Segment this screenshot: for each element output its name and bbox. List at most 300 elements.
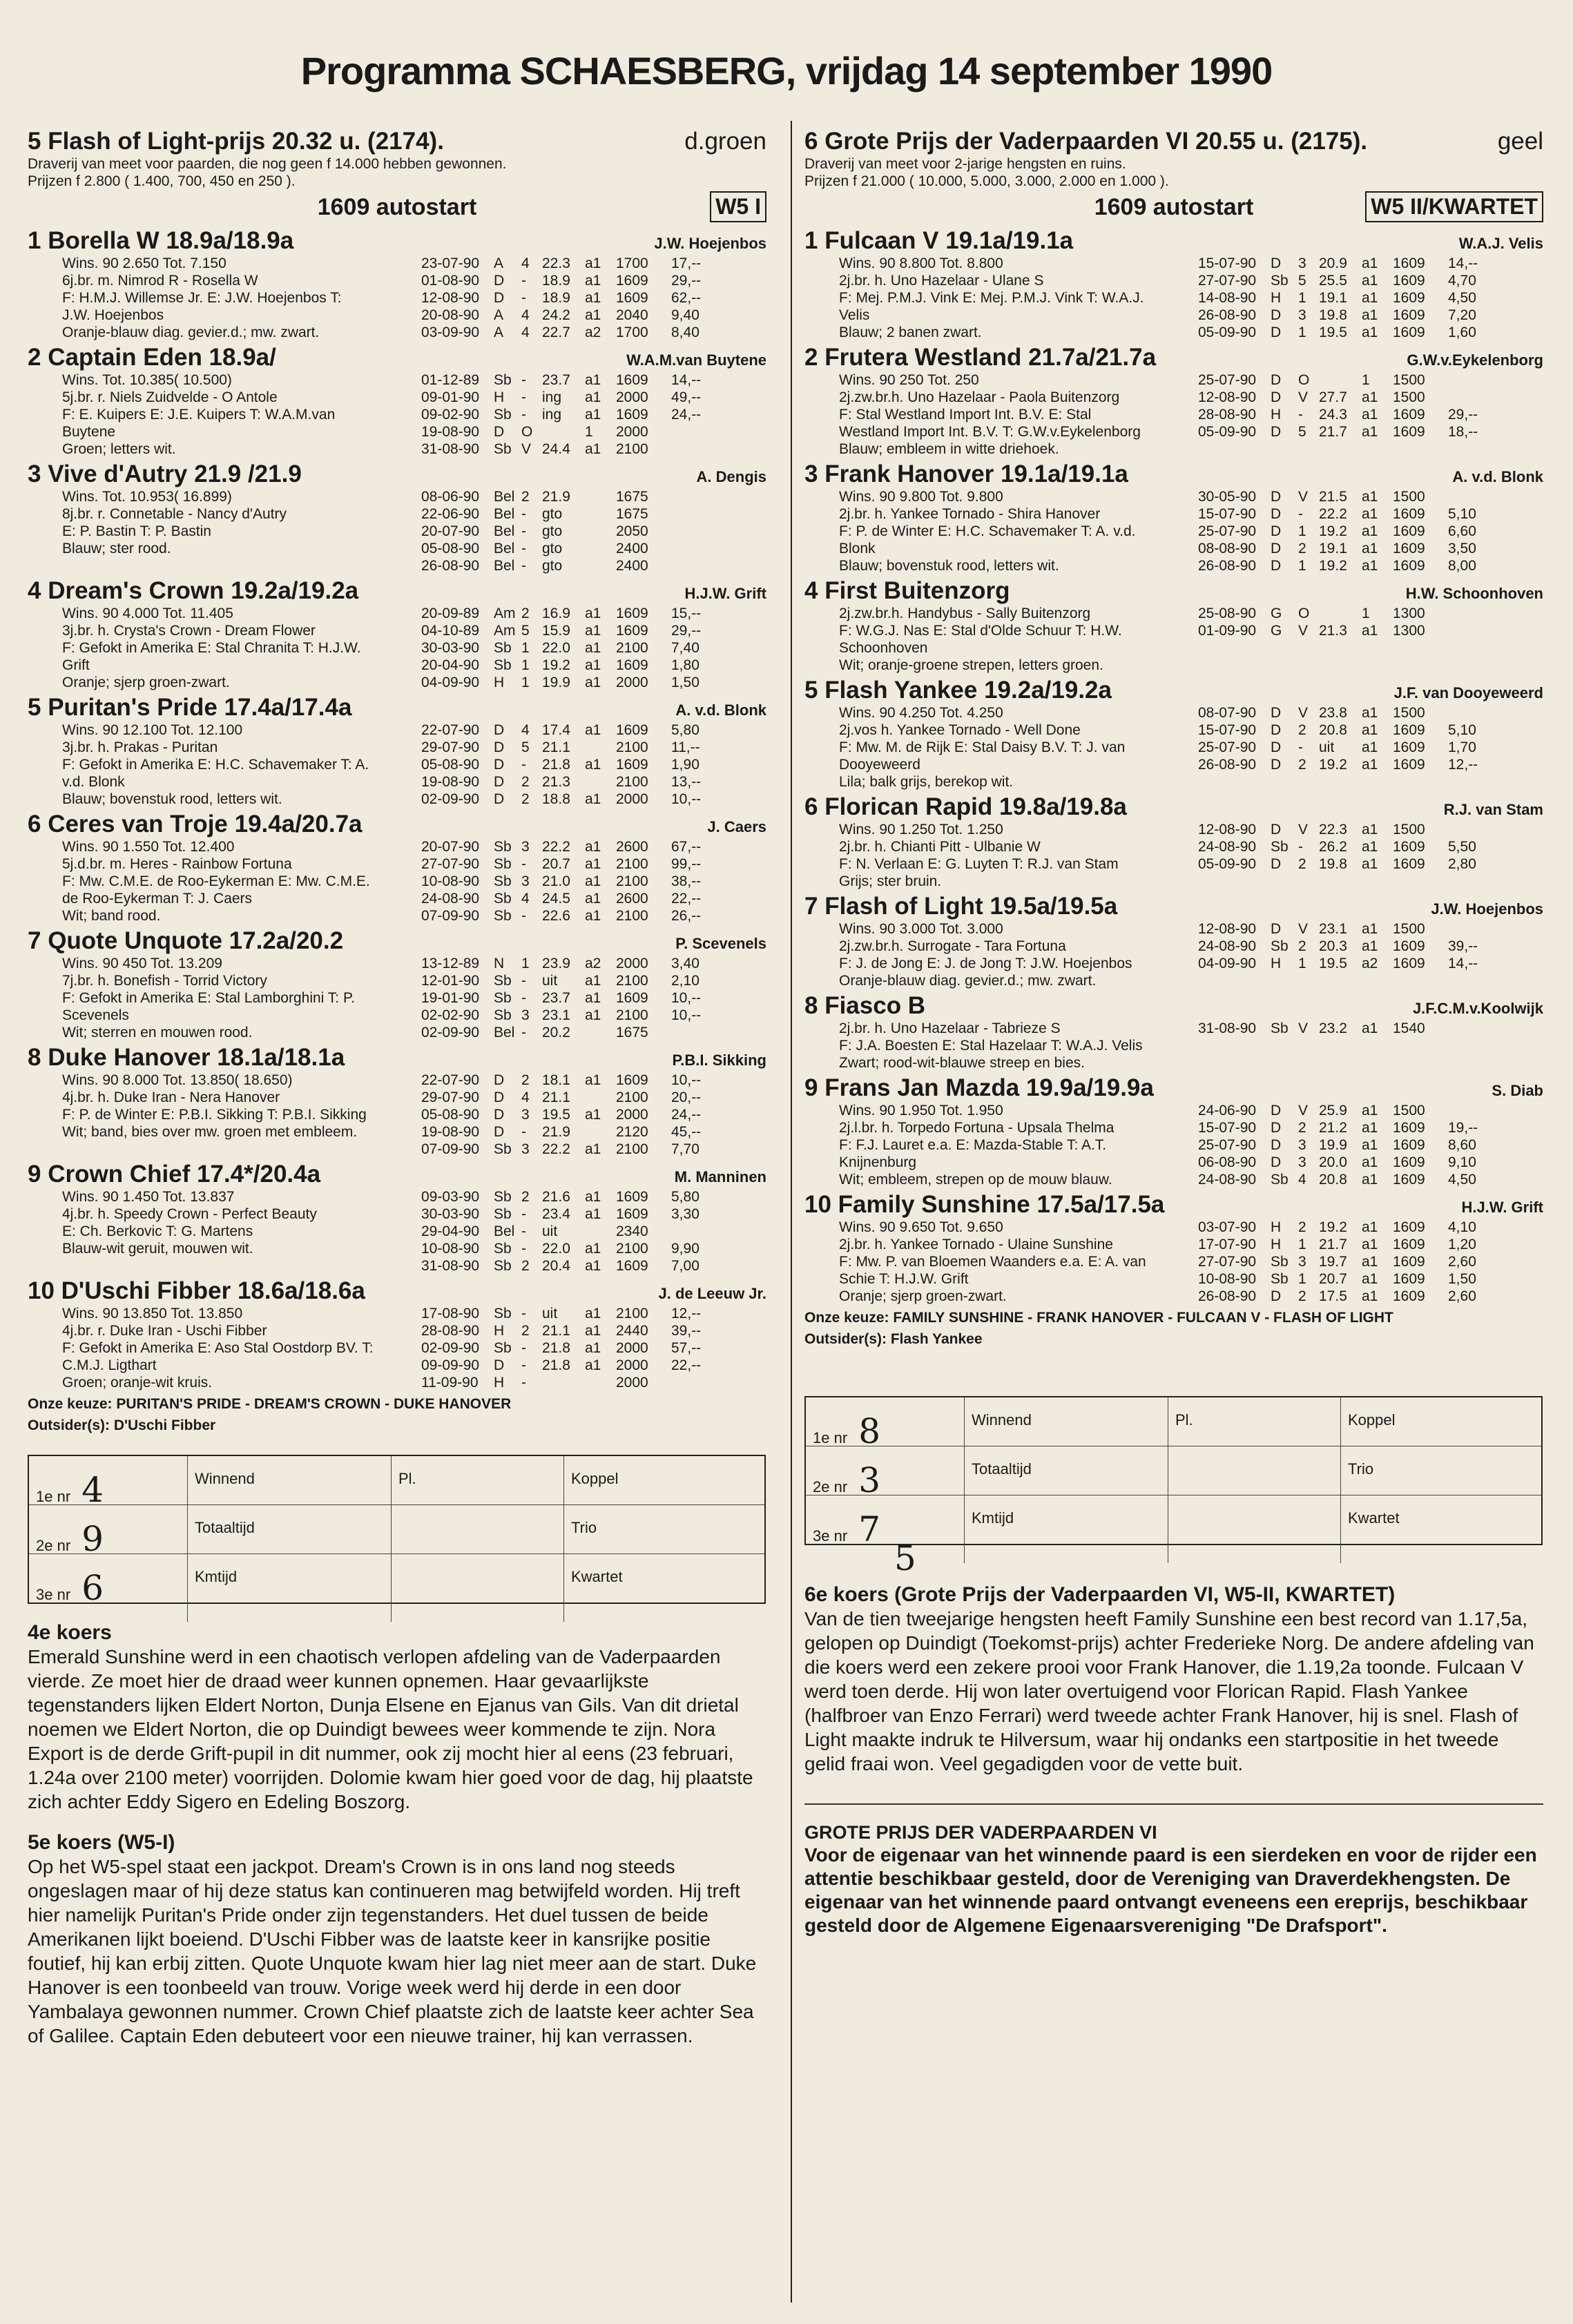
form-cell: 21.1 — [542, 1090, 570, 1105]
form-row — [421, 1322, 766, 1339]
form-cell: 16.9 — [542, 606, 570, 621]
horse-name: 6 Florican Rapid 19.8a/19.8a — [804, 793, 1127, 820]
form-cell — [585, 1223, 616, 1240]
form-cell: 21.9 — [542, 1124, 570, 1140]
horse-info-line: Wit; embleem, strepen op de mouw blauw. — [839, 1172, 1112, 1188]
form-cell: 23.9 — [542, 956, 570, 971]
our-pick: Onze keuze: PURITAN'S PRIDE - DREAM'S CROWN - DUKE HANOVER — [28, 1396, 512, 1412]
horse-body — [28, 722, 766, 808]
form-cell: 4 — [521, 891, 530, 907]
form-cell — [671, 540, 723, 557]
grand-prix-title: GROTE PRIJS DER VADERPAARDEN VI — [804, 1822, 1157, 1843]
horse-info-line: F: Stal Westland Import Int. B.V. E: Stal — [839, 407, 1092, 423]
form-cell: 2000 — [616, 424, 648, 440]
form-cell: a1 — [1362, 255, 1378, 271]
form-cell: 2100 — [616, 640, 648, 656]
form-row — [421, 523, 766, 540]
form-cell: 2 — [1298, 541, 1306, 556]
form-cell: 3 — [521, 1007, 530, 1023]
form-cell: 2040 — [616, 307, 648, 323]
form-cell: 21.3 — [542, 774, 570, 790]
form-row — [1198, 423, 1543, 440]
form-cell: 20.7 — [1319, 1271, 1347, 1287]
form-row — [1198, 1236, 1543, 1253]
form-cell: 3 — [1298, 307, 1306, 323]
form-row — [1198, 1171, 1543, 1188]
horse-form — [1198, 1102, 1543, 1188]
horse-name: 4 Dream's Crown 19.2a/19.2a — [28, 577, 359, 604]
horse-trainer: G.W.v.Eykelenborg — [1407, 351, 1543, 369]
outsider: Outsider(s): D'Uschi Fibber — [28, 1417, 216, 1433]
form-row — [421, 989, 766, 1007]
horse-info-line: 8j.br. r. Connetable - Nancy d'Autry — [62, 506, 287, 522]
form-cell: 2 — [521, 1258, 530, 1274]
horse-info-line: 5j.d.br. m. Heres - Rainbow Fortuna — [62, 856, 292, 872]
horse-body — [28, 488, 766, 574]
form-row — [1198, 955, 1543, 972]
handwritten-number: 5 — [894, 1538, 916, 1578]
form-cell: - — [521, 1206, 526, 1222]
form-cell: 12,-- — [671, 1306, 702, 1321]
form-cell: V — [1298, 489, 1309, 505]
horse-info-line: v.d. Blonk — [62, 774, 125, 790]
horse-entry — [28, 1044, 766, 1158]
horse-entry — [28, 927, 766, 1041]
form-cell: 10,-- — [671, 990, 702, 1006]
horse-header — [804, 793, 1543, 821]
horse-entry — [804, 893, 1543, 989]
result-label: Totaaltijd — [965, 1446, 1168, 1514]
form-cell: A — [494, 307, 504, 323]
form-row — [421, 505, 766, 523]
form-cell: 5,80 — [671, 1189, 699, 1205]
form-cell: a1 — [585, 873, 601, 889]
form-cell: D — [1271, 739, 1282, 755]
horse-info-line: Blauw; bovenstuk rood, letters wit. — [62, 791, 282, 807]
form-cell: 1540 — [1393, 1020, 1425, 1036]
horse-info — [28, 1188, 421, 1275]
form-cell: 23.4 — [542, 1206, 570, 1222]
form-cell: 10,-- — [671, 1072, 702, 1088]
form-row — [1198, 605, 1543, 622]
form-cell: 23.7 — [542, 372, 570, 388]
form-cell: Bel — [494, 506, 515, 522]
form-cell: a1 — [585, 441, 601, 457]
horse-form — [421, 1072, 766, 1158]
article — [28, 1831, 766, 2048]
form-cell: 2 — [1298, 757, 1306, 773]
horse-form — [421, 1305, 766, 1391]
form-cell: 1609 — [1393, 1219, 1425, 1235]
horse-name: 8 Duke Hanover 18.1a/18.1a — [28, 1044, 345, 1071]
form-cell: 25-07-90 — [1198, 372, 1257, 388]
horse-form — [421, 371, 766, 458]
form-cell: 24,-- — [671, 1107, 702, 1123]
form-cell: 1609 — [1393, 541, 1425, 556]
form-cell: 4,70 — [1448, 273, 1476, 289]
form-cell — [585, 1374, 616, 1391]
horse-info-line: Schie T: H.J.W. Grift — [839, 1271, 969, 1287]
form-cell: 1300 — [1393, 606, 1425, 621]
race-prizes: Prijzen f 21.000 ( 10.000, 5.000, 3.000, 2.000 en 1.000 ). — [804, 173, 1169, 189]
form-cell: 06-08-90 — [1198, 1154, 1257, 1170]
form-cell: Sb — [494, 657, 512, 673]
form-cell: 17,-- — [671, 255, 702, 271]
form-cell: 22-07-90 — [421, 1072, 480, 1088]
race-column-right — [804, 128, 1543, 1937]
form-cell: - — [521, 1124, 526, 1140]
form-cell: 19,-- — [1448, 1120, 1478, 1136]
form-cell — [1448, 1020, 1500, 1037]
form-cell: 2100 — [616, 774, 648, 790]
form-row — [421, 272, 766, 289]
form-row — [1198, 389, 1543, 406]
horse-info-line: de Roo-Eykerman T: J. Caers — [62, 891, 253, 907]
form-row — [1198, 1020, 1543, 1037]
horse-info — [28, 488, 421, 574]
form-cell: a1 — [1362, 1219, 1378, 1235]
handwritten-number: 4 — [81, 1470, 104, 1510]
form-cell: a1 — [1362, 307, 1378, 323]
form-cell: 26-08-90 — [1198, 757, 1257, 773]
form-cell: a1 — [585, 640, 601, 656]
form-cell: 2600 — [616, 839, 648, 855]
form-cell: 5,10 — [1448, 722, 1476, 738]
horse-info — [804, 255, 1198, 341]
form-cell: 29,-- — [671, 623, 702, 639]
horse-info-line: F: Mw. M. de Rijk E: Stal Daisy B.V. T: J. van — [839, 739, 1126, 755]
form-cell: Am — [494, 623, 516, 639]
form-cell: 2 — [1298, 722, 1306, 738]
horse-trainer: H.W. Schoonhoven — [1405, 585, 1543, 602]
form-cell: 2100 — [616, 1141, 648, 1157]
form-row — [421, 605, 766, 622]
form-cell: 2000 — [616, 1107, 648, 1123]
form-cell: 13-12-89 — [421, 956, 480, 971]
form-cell: 22.6 — [542, 908, 570, 924]
horse-name: 10 D'Uschi Fibber 18.6a/18.6a — [28, 1277, 365, 1304]
form-cell: 21.0 — [542, 873, 570, 889]
horse-trainer: J. de Leeuw Jr. — [658, 1285, 766, 1302]
form-cell: 1609 — [1393, 506, 1425, 522]
horse-info-line: Scevenels — [62, 1007, 129, 1023]
form-cell — [585, 1024, 616, 1041]
form-cell: D — [1271, 541, 1282, 556]
horse-name: 4 First Buitenzorg — [804, 577, 1010, 604]
form-cell: 21.3 — [1319, 623, 1347, 639]
form-cell: a1 — [1362, 325, 1378, 340]
horse-info-line: Wins. 90 4.000 Tot. 11.405 — [62, 606, 233, 621]
form-cell: 1 — [521, 675, 530, 690]
horse-info-line: Blauw; ster rood. — [62, 541, 171, 556]
form-cell: H — [1271, 1237, 1282, 1252]
horse-header — [804, 461, 1543, 488]
form-cell: 2,80 — [1448, 856, 1476, 872]
horse-body — [804, 704, 1543, 791]
form-cell: 4,50 — [1448, 290, 1476, 306]
article — [28, 1621, 766, 1814]
horse-info-line: F: Gefokt in Amerika E: H.C. Schavemaker T: A. — [62, 757, 369, 773]
form-cell: - — [521, 973, 526, 989]
form-row — [421, 557, 766, 574]
form-row — [421, 1123, 766, 1141]
horse-info — [28, 255, 421, 341]
form-cell: D — [494, 739, 505, 755]
form-cell: a2 — [585, 956, 601, 971]
form-cell: 1 — [1298, 523, 1306, 539]
horse-info-line: F: Gefokt in Amerika E: Stal Lamborghini T: P. — [62, 990, 356, 1006]
form-cell: 28-08-90 — [421, 1323, 480, 1339]
horse-name: 3 Vive d'Autry 21.9 /21.9 — [28, 461, 302, 487]
form-cell: 1,50 — [1448, 1271, 1476, 1287]
form-cell: a1 — [1362, 1237, 1378, 1252]
form-cell: 3 — [521, 839, 530, 855]
form-cell: 14,-- — [671, 372, 702, 388]
form-row — [1198, 1102, 1543, 1119]
horse-info-line: Wins. 90 3.000 Tot. 3.000 — [839, 921, 1003, 937]
form-cell: 1609 — [1393, 1120, 1425, 1136]
form-cell: Sb — [494, 908, 512, 924]
form-row — [421, 1240, 766, 1257]
form-cell: 2 — [521, 489, 530, 505]
horse-info-line: Buytene — [62, 424, 116, 440]
form-cell: a2 — [1362, 956, 1378, 971]
horse-body — [804, 1020, 1543, 1072]
form-cell: Sb — [1271, 273, 1289, 289]
horse-entry — [28, 577, 766, 691]
horse-body — [28, 1305, 766, 1391]
horse-info-line: Wit; band, bies over mw. groen met embleem. — [62, 1124, 358, 1140]
form-cell: a1 — [1362, 921, 1378, 937]
form-cell: 4 — [521, 255, 530, 271]
form-cell: a1 — [585, 1241, 601, 1257]
form-cell: 1609 — [1393, 1154, 1425, 1170]
form-cell: 2000 — [616, 1357, 648, 1373]
form-cell: 14-08-90 — [1198, 290, 1257, 306]
result-extra: Koppel — [571, 1470, 619, 1487]
horse-entry — [804, 1074, 1543, 1188]
form-cell: D — [1271, 558, 1282, 574]
form-cell: 9,40 — [671, 307, 699, 323]
form-cell: 1500 — [1393, 921, 1425, 937]
horse-header — [804, 893, 1543, 920]
form-cell: 10,-- — [671, 1007, 702, 1023]
form-cell: 1609 — [1393, 722, 1425, 738]
form-cell: 08-08-90 — [1198, 541, 1257, 556]
race-distance-row — [28, 191, 766, 224]
horse-info-line: E: Ch. Berkovic T: G. Martens — [62, 1223, 253, 1239]
form-cell: 2 — [521, 791, 530, 807]
form-cell: - — [521, 1025, 526, 1040]
form-cell: V — [1298, 389, 1309, 405]
form-cell: 22.0 — [542, 640, 570, 656]
form-cell: 2000 — [616, 791, 648, 807]
form-cell: a1 — [1362, 541, 1378, 556]
horse-body — [804, 920, 1543, 989]
form-cell: G — [1271, 623, 1282, 639]
form-cell: a1 — [1362, 757, 1378, 773]
form-cell: 21.1 — [542, 739, 570, 755]
form-cell — [1448, 821, 1500, 838]
horse-entry — [804, 1191, 1543, 1305]
form-cell: 1609 — [1393, 523, 1425, 539]
form-cell: ing — [542, 389, 562, 405]
form-cell: D — [1271, 757, 1282, 773]
form-cell: 4 — [521, 722, 530, 738]
horse-info-line: Wins. Tot. 10.953( 16.899) — [62, 489, 232, 505]
horse-header — [804, 344, 1543, 371]
form-row — [1198, 488, 1543, 505]
form-cell: 24-06-90 — [1198, 1103, 1257, 1119]
form-cell: D — [1271, 921, 1282, 937]
form-cell: 2100 — [616, 873, 648, 889]
form-cell: 22.3 — [1319, 822, 1347, 837]
form-cell: D — [1271, 1137, 1282, 1153]
form-row — [421, 855, 766, 873]
form-row — [421, 1374, 766, 1391]
form-cell: 1 — [1298, 956, 1306, 971]
form-cell: 24-08-90 — [421, 891, 480, 907]
horse-header — [804, 227, 1543, 255]
form-cell: 24.2 — [542, 307, 570, 323]
form-cell: 08-06-90 — [421, 489, 480, 505]
form-cell: 4 — [521, 1090, 530, 1105]
horse-info-line: 5j.br. r. Niels Zuidvelde - O Antole — [62, 389, 278, 405]
result-form — [804, 1396, 1543, 1549]
form-cell: a1 — [585, 389, 601, 405]
article-title: 6e koers (Grote Prijs der Vaderpaarden VI, W5-II, KWARTET) — [804, 1583, 1396, 1606]
form-cell: 23.1 — [1319, 921, 1347, 937]
race-color: geel — [1497, 128, 1543, 155]
form-row — [421, 907, 766, 924]
horse-form — [1198, 255, 1543, 341]
form-cell: 22-07-90 — [421, 722, 480, 738]
form-cell: 19-01-90 — [421, 990, 480, 1006]
form-cell: 2 — [521, 606, 530, 621]
result-row — [806, 1495, 1541, 1549]
form-cell: 1609 — [1393, 757, 1425, 773]
form-cell: 5,50 — [1448, 839, 1476, 855]
horse-info-line: Wins. 90 1.550 Tot. 12.400 — [62, 839, 235, 855]
form-cell — [1448, 605, 1500, 622]
race-header — [28, 128, 766, 155]
horse-header — [28, 1044, 766, 1072]
form-cell: a1 — [1362, 938, 1378, 954]
result-position: 1e nr 8 — [806, 1397, 965, 1465]
form-cell: O — [1298, 606, 1310, 621]
horse-info-line: 7j.br. h. Bonefish - Torrid Victory — [62, 973, 267, 989]
form-cell: 05-08-90 — [421, 757, 480, 773]
form-cell: 1609 — [1393, 558, 1425, 574]
form-cell: - — [521, 389, 526, 405]
form-cell: 30-03-90 — [421, 640, 480, 656]
form-cell: 27-07-90 — [1198, 273, 1257, 289]
result-row — [29, 1456, 764, 1510]
form-cell: 2100 — [616, 856, 648, 872]
form-cell: 18.9 — [542, 273, 570, 289]
form-cell: 1 — [1298, 1237, 1306, 1252]
form-cell — [585, 1089, 616, 1106]
form-cell: 21.7 — [1319, 424, 1347, 440]
horse-header — [28, 811, 766, 838]
result-extra: Kwartet — [571, 1568, 623, 1585]
form-cell — [585, 488, 616, 505]
horse-trainer: H.J.W. Grift — [684, 585, 766, 602]
form-row — [421, 1223, 766, 1240]
horse-form — [1198, 704, 1543, 791]
form-cell: 15-07-90 — [1198, 506, 1257, 522]
form-cell: a1 — [1362, 489, 1378, 505]
form-cell: 1609 — [616, 606, 648, 621]
form-cell: D — [494, 273, 505, 289]
horse-info — [28, 371, 421, 458]
form-cell: D — [494, 1072, 505, 1088]
form-cell: V — [1298, 705, 1309, 721]
bet-type-badge: W5 I — [710, 191, 766, 222]
form-cell: H — [1271, 1219, 1282, 1235]
form-cell: 3 — [521, 1107, 530, 1123]
form-cell: 22,-- — [671, 1357, 702, 1373]
horse-info-line: Zwart; rood-wit-blauwe streep en bies. — [839, 1055, 1085, 1071]
horse-info-line: 2j.br. h. Uno Hazelaar - Tabrieze S — [839, 1020, 1061, 1036]
horse-info-line: 6j.br. m. Nimrod R - Rosella W — [62, 273, 258, 289]
form-cell — [671, 423, 723, 440]
form-cell: - — [521, 1306, 526, 1321]
form-cell: 1609 — [616, 273, 648, 289]
form-cell: 8,40 — [671, 325, 699, 340]
form-cell: 14,-- — [1448, 255, 1478, 271]
form-cell: Sb — [494, 1258, 512, 1274]
form-cell: 12-01-90 — [421, 973, 480, 989]
form-row — [421, 440, 766, 458]
form-cell: 19-08-90 — [421, 774, 480, 790]
form-cell: 2340 — [616, 1223, 648, 1239]
form-cell: 25.9 — [1319, 1103, 1347, 1119]
form-cell: 21.8 — [542, 1357, 570, 1373]
horse-trainer: S. Diab — [1492, 1082, 1543, 1099]
form-cell: 1609 — [616, 1189, 648, 1205]
form-cell: 11-09-90 — [421, 1375, 479, 1391]
column-divider — [791, 121, 792, 2303]
form-cell: 04-10-89 — [421, 623, 480, 639]
form-cell: 04-09-90 — [1198, 956, 1257, 971]
form-cell: a1 — [1362, 1020, 1378, 1036]
race-column-left — [28, 128, 766, 2048]
form-row — [1198, 855, 1543, 873]
article-text: Van de tien tweejarige hengsten heeft Family Sunshine een best record van 1.17,5a, gelopen op Duindigt (Toekomst-prijs) achter Frederieke Norg. De andere afdeling van die koers werd een zekere prooi voor Frank Hanover, die 1.19,2a toonde. Fulcaan V werd toen derde. Hij won later overtuigend voor Florican Rapid. Flash Yankee (halfbroer van Enzo Ferrari) werd tweede achter Frank Hanover, hij is snel. Flash of Light maakte indruk te Hilversum, waar hij ondanks een startpositie in het tweede gelid fraai won. Veel gegadigden voor de vette buit. — [804, 1608, 1534, 1774]
form-cell: a1 — [585, 722, 601, 738]
form-row — [421, 1141, 766, 1158]
form-cell: 21.8 — [542, 1340, 570, 1356]
result-position: 2e nr 3 — [806, 1446, 965, 1514]
race-title: 6 Grote Prijs der Vaderpaarden VI 20.55 u. (2175). — [804, 128, 1368, 155]
horse-header — [28, 927, 766, 955]
form-cell: 21.7 — [1319, 1237, 1347, 1252]
form-cell: 19.2 — [542, 657, 570, 673]
horse-entry — [804, 793, 1543, 890]
form-cell: 19.9 — [1319, 1137, 1347, 1153]
form-cell — [671, 440, 723, 458]
handwritten-number: 8 — [858, 1411, 881, 1451]
form-row — [1198, 307, 1543, 324]
form-cell: 1,20 — [1448, 1237, 1476, 1252]
horse-trainer: W.A.J. Velis — [1458, 235, 1543, 252]
form-cell: 19.1 — [1319, 541, 1347, 556]
form-cell — [671, 488, 723, 505]
form-cell: 21.5 — [1319, 489, 1347, 505]
form-cell: 1609 — [1393, 956, 1425, 971]
form-cell: 15,-- — [671, 606, 702, 621]
